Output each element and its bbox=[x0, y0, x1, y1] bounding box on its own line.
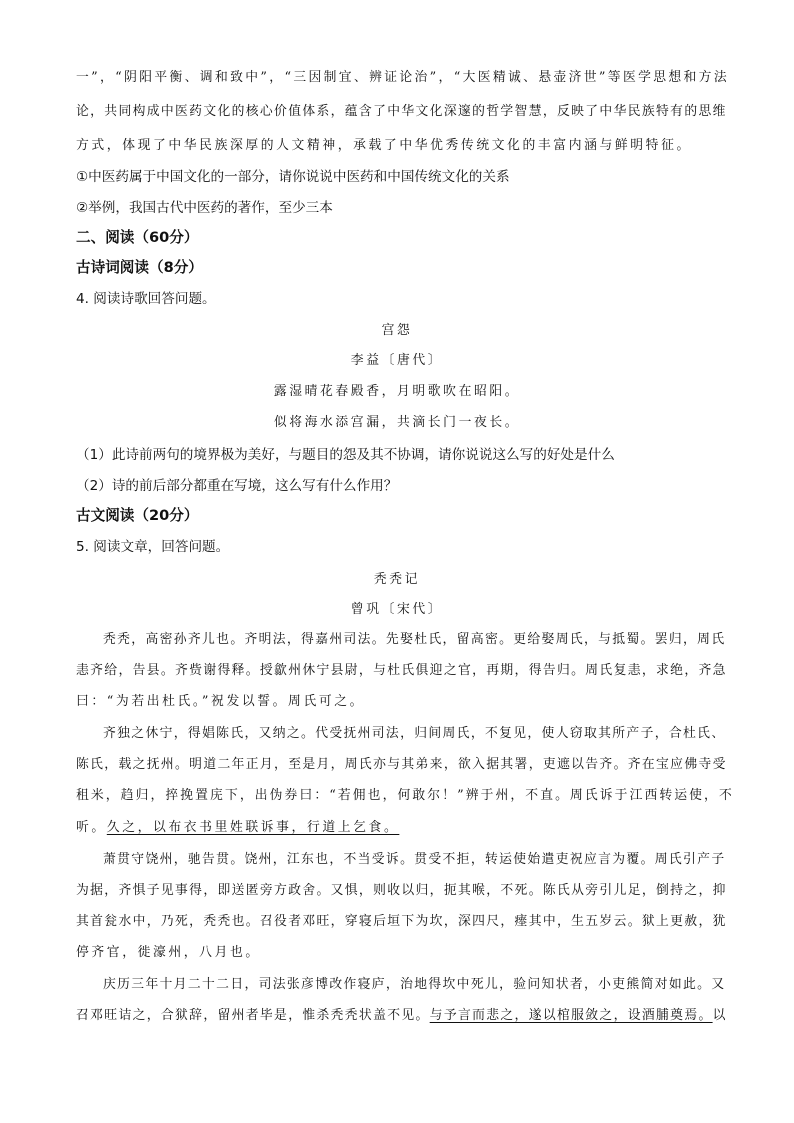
q4-prompt: 4. 阅读诗歌回答问题。 bbox=[76, 291, 216, 307]
article-p4-line-2-text: 召邓旺诘之，合狱辞，留州者毕是，惟杀秃秃状盖不见。 bbox=[76, 1008, 430, 1023]
article-p3-line-3: 其首瓮水中，乃死，秃秃也。召役者邓旺，穿寝后垣下为坎，深四尺，瘗其中，生五岁云。狱上更赦，犹 bbox=[76, 914, 727, 929]
article-p3-line-2: 为据，齐惧子见事得，即送匿旁方政舍。又惧，则收以归，扼其喉，不死。陈氏从旁引儿足，倒持之，抑 bbox=[76, 883, 727, 898]
q3-sub-question-1: ①中医药属于中国文化的一部分，请你说说中医药和中国传统文化的关系 bbox=[76, 169, 510, 185]
article-p2-line-1: 齐独之休宁，得娼陈氏，又纳之。代受抚州司法，归间周氏，不复见，使人窃取其所产子，合杜氏、 bbox=[103, 726, 726, 741]
article-author: 曾巩〔宋代〕 bbox=[350, 602, 444, 617]
article-p2-line-4-text: 听。 bbox=[76, 820, 107, 835]
article-p3-line-4: 停齐官，徙濠州，八月也。 bbox=[76, 945, 261, 960]
article-p2-line-3: 租米，趋归，捽挽置庑下，出伪券曰：“若佣也，何敢尔！”辨于州，不直。周氏诉于江西转运使，不 bbox=[76, 788, 734, 803]
poem-line-1: 露湿晴花春殿香，月明歌吹在昭阳。 bbox=[273, 384, 521, 399]
article-p2-line-2: 陈氏，载之抚州。明道二年正月，至是月，周氏亦与其弟来，欲入据其署，吏遮以告齐。齐在宝应佛寺受 bbox=[76, 757, 727, 772]
article-p1-line-2: 恚齐给，告县。齐赀谢得释。授歙州休宁县尉，与杜氏俱迎之官，再期，得告归。周氏复恚，求绝，齐急 bbox=[76, 663, 727, 678]
article-p4-line-1: 庆历三年十月二十二日，司法张彦博改作寝庐，治地得坎中死儿，验问知状者，小吏熊简对如此。又 bbox=[103, 977, 726, 992]
article-p2-line-4 bbox=[76, 816, 399, 835]
article-p1-line-3: 曰：“为若出杜氏。”祝发以誓。周氏可之。 bbox=[76, 694, 366, 709]
q4-sub-question-2: （2）诗的前后部分都重在写境，这么写有什么作用？ bbox=[76, 478, 398, 494]
q3-sub-question-2: ②举例，我国古代中医药的著作，至少三本 bbox=[76, 200, 333, 216]
q5-prompt: 5. 阅读文章，回答问题。 bbox=[76, 539, 230, 555]
underlined-sentence-1: 久之，以布衣书里姓联诉事，行道上乞食。 bbox=[106, 820, 400, 835]
intro-line-1: 一”，“阴阳平衡、调和致中”，“三因制宜、辨证论治”，“大医精诚、悬壶济世”等医学思想和方法 bbox=[76, 70, 729, 85]
intro-line-2: 论，共同构成中医药文化的核心价值体系，蕴含了中华文化深邃的哲学智慧，反映了中华民族特有的思维 bbox=[76, 104, 727, 119]
intro-line-3: 方式，体现了中华民族深厚的人文精神，承载了中华优秀传统文化的丰富内涵与鲜明特征。 bbox=[76, 138, 692, 153]
poem-line-2: 似将海水添宫漏，共滴长门一夜长。 bbox=[273, 415, 521, 430]
q4-sub-question-1: （1）此诗前两句的境界极为美好，与题目的怨及其不协调，请你说说这么写的好处是什么 bbox=[76, 447, 615, 463]
article-p4-line-2-tail: 以 bbox=[712, 1008, 727, 1023]
article-p3-line-1: 萧贯守饶州，驰告贯。饶州，江东也，不当受诉。贯受不拒，转运使始遣吏祝应言为覆。周氏引产子 bbox=[103, 852, 726, 867]
poem-author: 李益〔唐代〕 bbox=[350, 353, 444, 368]
underlined-sentence-2: 与予言而悲之，遂以棺服敛之，设酒脯奠焉。 bbox=[429, 1008, 713, 1023]
article-p1-line-1: 秃秃，高密孙齐儿也。齐明法，得嘉州司法。先娶杜氏，留高密。更给娶周氏，与抵蜀。罢归，周氏 bbox=[103, 632, 726, 647]
classical-section-heading: 古文阅读（20分） bbox=[76, 507, 199, 524]
section-2-heading: 二、阅读（60分） bbox=[76, 229, 199, 246]
poetry-section-heading: 古诗词阅读（8分） bbox=[76, 259, 203, 276]
poem-title: 宫怨 bbox=[381, 323, 413, 338]
article-p4-line-2 bbox=[76, 1004, 727, 1023]
article-title: 秃秃记 bbox=[373, 572, 421, 587]
